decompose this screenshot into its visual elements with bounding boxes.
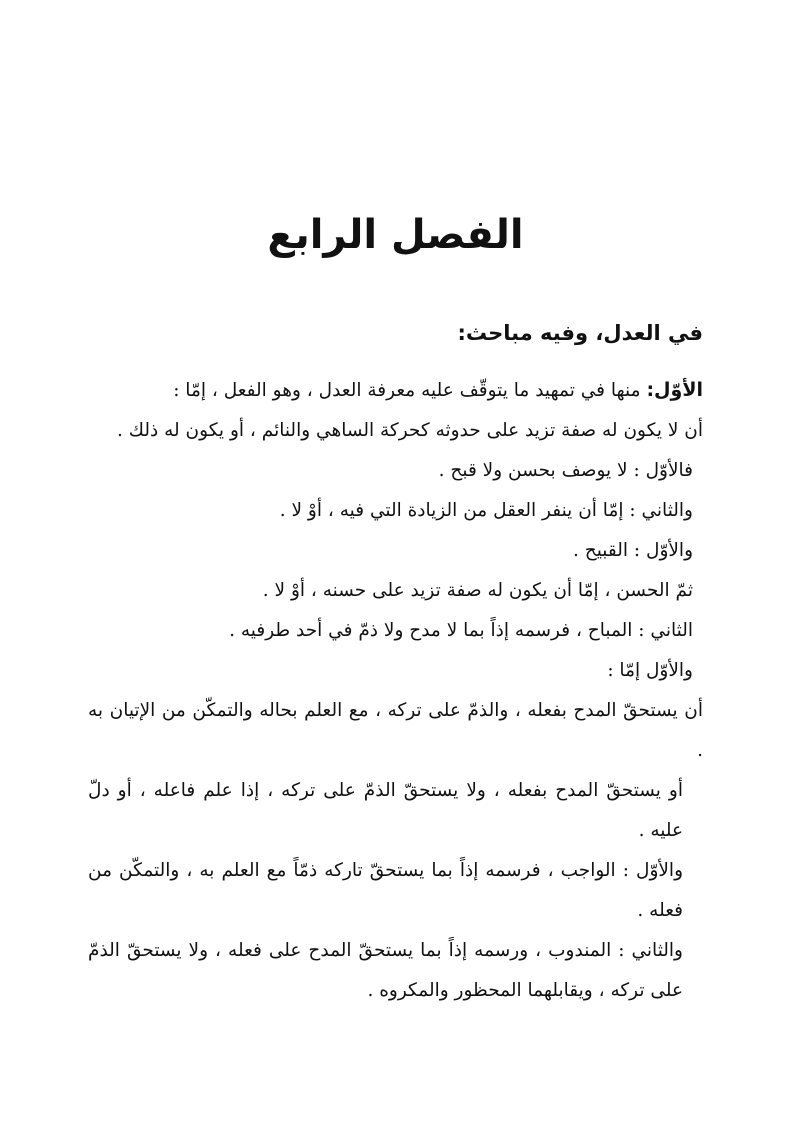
paragraph-lead: الأوّل: [646, 379, 703, 401]
paragraph: أو يستحقّ المدح بفعله ، ولا يستحقّ الذمّ على تركه ، إذا علم فاعله ، أو دلّ عليه . [88, 780, 683, 841]
paragraph: والثاني : إمّا أن ينفر العقل من الزيادة التي فيه ، أوْ لا . [279, 500, 693, 521]
paragraph: والأوّل إمّا : [607, 660, 693, 681]
paragraph: ثمّ الحسن ، إمّا أن يكون له صفة تزيد على حسنه ، أوْ لا . [262, 580, 693, 601]
body-text [88, 318, 703, 1011]
paragraph: والأوّل : القبيح . [573, 540, 693, 561]
chapter-title: الفصل الرابع [267, 212, 524, 258]
paragraph-text: منها في تمهيد ما يتوقّف عليه معرفة العدل ، وهو الفعل ، إمّا : [173, 380, 647, 401]
paragraph: والأوّل : الواجب ، فرسمه إذاً بما يستحقّ تاركه ذمّاً مع العلم به ، والتمكّن من فعله . [88, 860, 683, 921]
paragraph-first [88, 370, 703, 411]
paragraph: والثاني : المندوب ، ورسمه إذاً بما يستحقّ المدح على فعله ، ولا يستحقّ الذمّ على تركه ، ويقابلهما المحظور والمكروه . [88, 940, 683, 1001]
paragraph: أن لا يكون له صفة تزيد على حدوثه كحركة الساهي والنائم ، أو يكون له ذلك . [117, 420, 703, 441]
section-heading: في العدل، وفيه مباحث: [457, 321, 703, 345]
paragraph: أن يستحقّ المدح بفعله ، والذمّ على تركه ، مع العلم بحاله والتمكّن من الإتيان به . [88, 700, 703, 761]
paragraph: الثاني : المباح ، فرسمه إذاً بما لا مدح ولا ذمّ في أحد طرفيه . [229, 620, 693, 641]
paragraph: فالأوّل : لا يوصف بحسن ولا قبح . [438, 460, 693, 481]
